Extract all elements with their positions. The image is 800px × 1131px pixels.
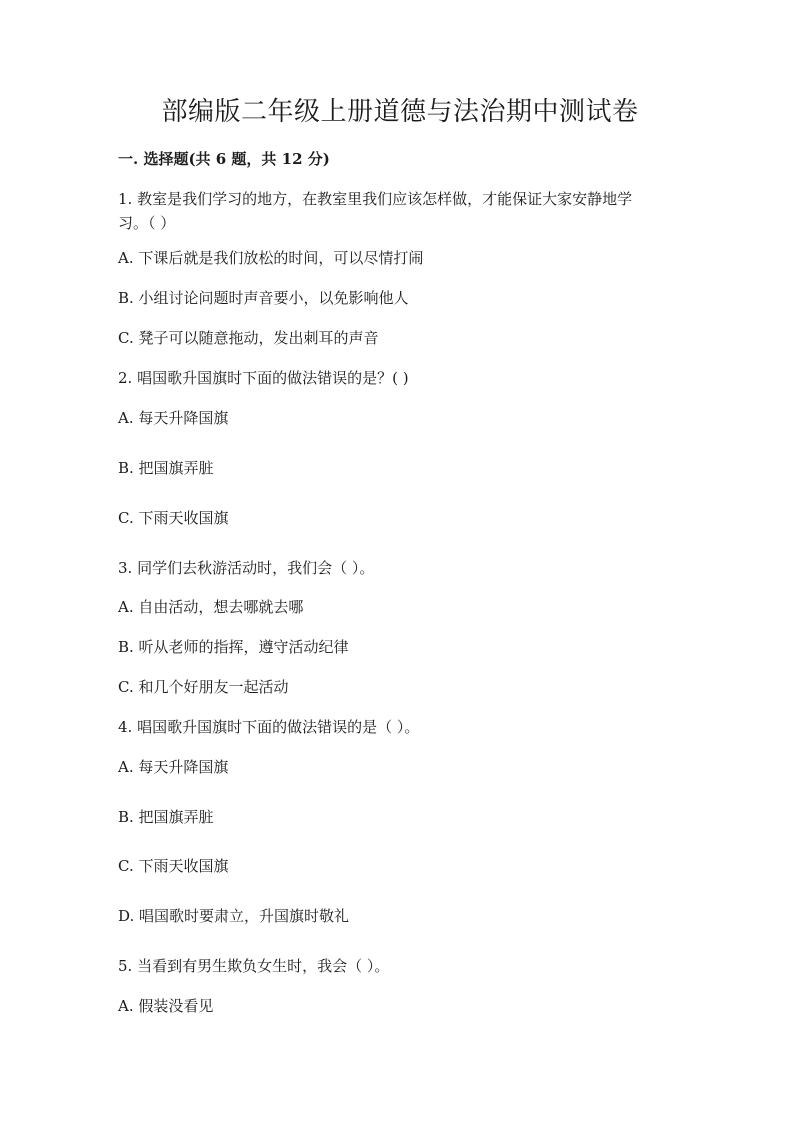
- question-4-option-a[interactable]: A. 每天升降国旗: [118, 758, 229, 776]
- question-4-stem: 4. 唱国歌升国旗时下面的做法错误的是（ ）。: [118, 718, 420, 736]
- question-1-stem-line-1: 1. 教室是我们学习的地方，在教室里我们应该怎样做，才能保证大家安静地学: [118, 190, 633, 208]
- question-5-stem: 5. 当看到有男生欺负女生时，我会（ ）。: [118, 957, 390, 975]
- question-1-option-c[interactable]: C. 凳子可以随意拖动，发出刺耳的声音: [118, 329, 379, 347]
- question-2-option-c[interactable]: C. 下雨天收国旗: [118, 509, 229, 527]
- question-3-option-a[interactable]: A. 自由活动，想去哪就去哪: [118, 598, 304, 616]
- question-1-option-a[interactable]: A. 下课后就是我们放松的时间，可以尽情打闹: [118, 249, 424, 267]
- question-4-option-c[interactable]: C. 下雨天收国旗: [118, 857, 229, 875]
- question-1-stem: [118, 187, 688, 235]
- question-2-stem: 2. 唱国歌升国旗时下面的做法错误的是？( ): [118, 369, 409, 387]
- question-1-stem-line-2: 习。（ ）: [118, 214, 176, 232]
- question-4-option-d[interactable]: D. 唱国歌时要肃立，升国旗时敬礼: [118, 907, 350, 925]
- question-2-option-b[interactable]: B. 把国旗弄脏: [118, 459, 214, 477]
- page-title: 部编版二年级上册道德与法治期中测试卷: [161, 97, 639, 127]
- question-5-option-a[interactable]: A. 假装没看见: [118, 997, 214, 1015]
- question-4-option-b[interactable]: B. 把国旗弄脏: [118, 808, 214, 826]
- section-heading: 一. 选择题(共 6 题，共 12 分): [118, 150, 330, 168]
- question-3-stem: 3. 同学们去秋游活动时，我们会（ ）。: [118, 559, 375, 577]
- question-2-option-a[interactable]: A. 每天升降国旗: [118, 409, 229, 427]
- question-3-option-b[interactable]: B. 听从老师的指挥，遵守活动纪律: [118, 638, 349, 656]
- question-1-option-b[interactable]: B. 小组讨论问题时声音要小，以免影响他人: [118, 289, 409, 307]
- question-3-option-c[interactable]: C. 和几个好朋友一起活动: [118, 678, 289, 696]
